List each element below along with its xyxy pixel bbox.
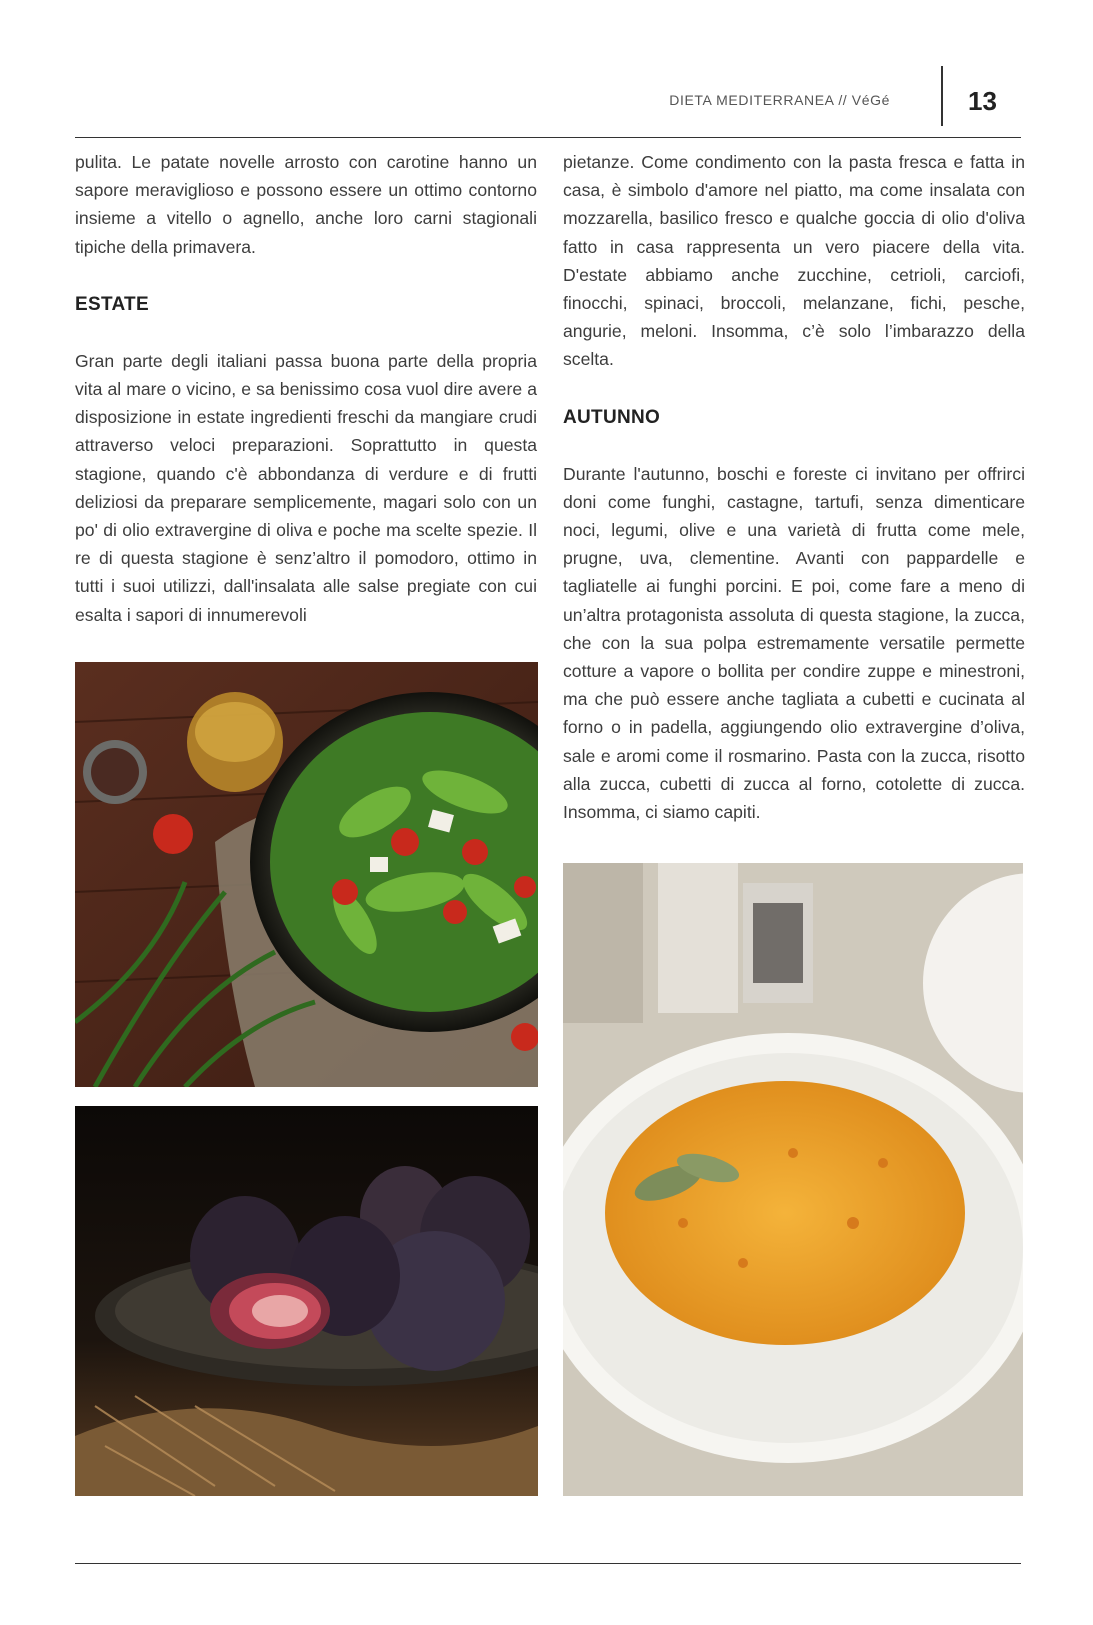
estate-paragraph: Gran parte degli italiani passa buona parte della propria vita al mare o vicino, e sa benissimo cosa vuol dire avere a disposizione in estate ingredienti freschi da mangiare crudi attraverso veloci preparazioni. Soprattutto in questa stagione, quando c'è abbondanza di verdure e di frutti deliziosi da preparare semplicemente, magari solo con un po' di olio extravergine di oliva e poche ma scelte spezie. Il re di questa stagione è senz’altro il pomodoro, ottimo in tutti i suoi utilizzi, dall'insalata alle salse pregiate con cui esalta i sapori di innumerevoli [75, 350, 537, 625]
figs-photo [75, 1106, 538, 1496]
right-column [563, 148, 1025, 826]
page-number: 13 [968, 86, 997, 116]
top-rule [75, 137, 1021, 138]
salad-photo [75, 662, 538, 1087]
header-divider [941, 66, 943, 126]
right-intro-paragraph: pietanze. Come condimento con la pasta fresca e fatta in casa, è simbolo d'amore nel piatto, ma come insalata con mozzarella, basilico fresco e qualche goccia di olio d'oliva fatto in casa rappresenta un vero piacere della vita. D'estate abbiamo anche zucchine, cetrioli, carciofi, finocchi, spinaci, broccoli, melanzane, fichi, pesche, angurie, meloni. Insomma, c’è solo l’imbarazzo della scelta. [563, 152, 1025, 370]
left-column [75, 148, 537, 629]
section-heading-estate: ESTATE [75, 293, 149, 315]
left-intro-paragraph: pulita. Le patate novelle arrosto con carotine hanno un sapore meraviglioso e possono essere un ottimo contorno insieme a vitello o agnello, anche loro carni stagionali tipiche della primavera. [75, 152, 537, 257]
autunno-paragraph: Durante l'autunno, boschi e foreste ci invitano per offrirci doni come funghi, castagne, tartufi, senza dimenticare noci, legumi, olive e una varietà di frutta come mele, prugne, uva, clementine. Avanti con pappardelle e tagliatelle ai funghi porcini. E poi, come fare a meno di un’altra protagonista assoluta di questa stagione, la zucca, che con la sua polpa estremamente versatile permette cotture a vapore o bollita per condire zuppe e minestroni, ma che può essere anche tagliata a cubetti e cucinata al forno o in padella, aggiungendo olio extravergine d’oliva, sale e aromi come il rosmarino. Pasta con la zucca, risotto alla zucca, cubetti di zucca al forno, cotolette di zucca. Insomma, ci siamo capiti. [563, 463, 1025, 823]
risotto-photo [563, 863, 1023, 1496]
bottom-rule [75, 1563, 1021, 1564]
running-header: DIETA MEDITERRANEA // VéGé [669, 92, 890, 108]
section-heading-autunno: AUTUNNO [563, 406, 661, 428]
